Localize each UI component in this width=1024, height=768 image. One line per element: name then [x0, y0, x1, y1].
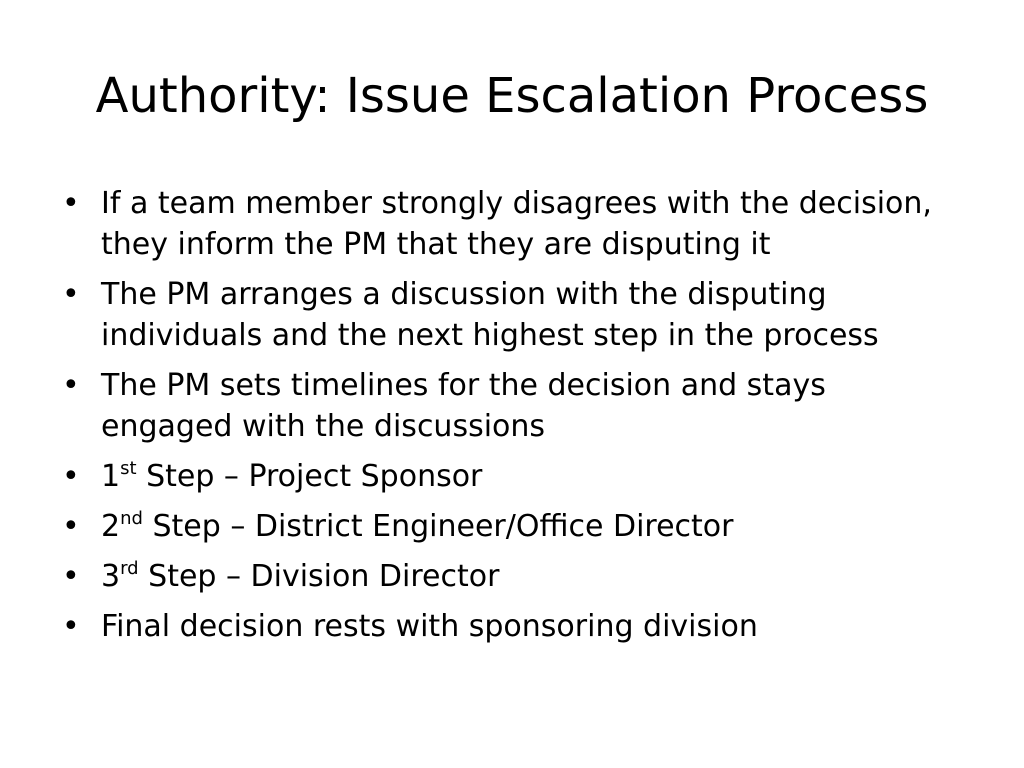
- step-text: [101, 556, 962, 597]
- step-description: Step – Division Director: [138, 559, 500, 594]
- step-text: [101, 456, 962, 497]
- step-description: Step – District Engineer/Office Director: [142, 509, 734, 544]
- step-item-2: [62, 506, 962, 547]
- bullet-text: The PM sets timelines for the decision and stays engaged with the discussions: [101, 368, 826, 444]
- bullet-dot-icon: •: [62, 509, 80, 544]
- bullet-dot-icon: •: [62, 277, 80, 312]
- bullet-text: Final decision rests with sponsoring division: [101, 609, 758, 644]
- bullet-text: The PM arranges a discussion with the disputing individuals and the next highest step in the process: [101, 277, 879, 353]
- step-text: [101, 506, 962, 547]
- bullet-item-1: [62, 183, 962, 265]
- step-ordinal-suffix: rd: [120, 558, 139, 579]
- slide-title: Authority: Issue Escalation Process: [95, 68, 929, 124]
- bullet-item-final: [62, 606, 962, 647]
- step-ordinal-suffix: st: [120, 458, 137, 479]
- bullet-dot-icon: •: [62, 609, 80, 644]
- step-description: Step – Project Sponsor: [136, 459, 483, 494]
- step-number: 3: [101, 559, 121, 594]
- bullet-dot-icon: •: [62, 186, 80, 221]
- step-ordinal-suffix: nd: [120, 508, 143, 529]
- bullet-dot-icon: •: [62, 368, 80, 403]
- bullet-dot-icon: •: [62, 559, 80, 594]
- bullet-item-3: [62, 365, 962, 447]
- bullet-dot-icon: •: [62, 459, 80, 494]
- step-number: 2: [101, 509, 121, 544]
- bullet-item-2: [62, 274, 962, 356]
- step-number: 1: [101, 459, 121, 494]
- step-item-1: [62, 456, 962, 497]
- bullet-list: [62, 183, 962, 656]
- step-item-3: [62, 556, 962, 597]
- bullet-text: If a team member strongly disagrees with the decision, they inform the PM that they are disputing it: [101, 186, 932, 262]
